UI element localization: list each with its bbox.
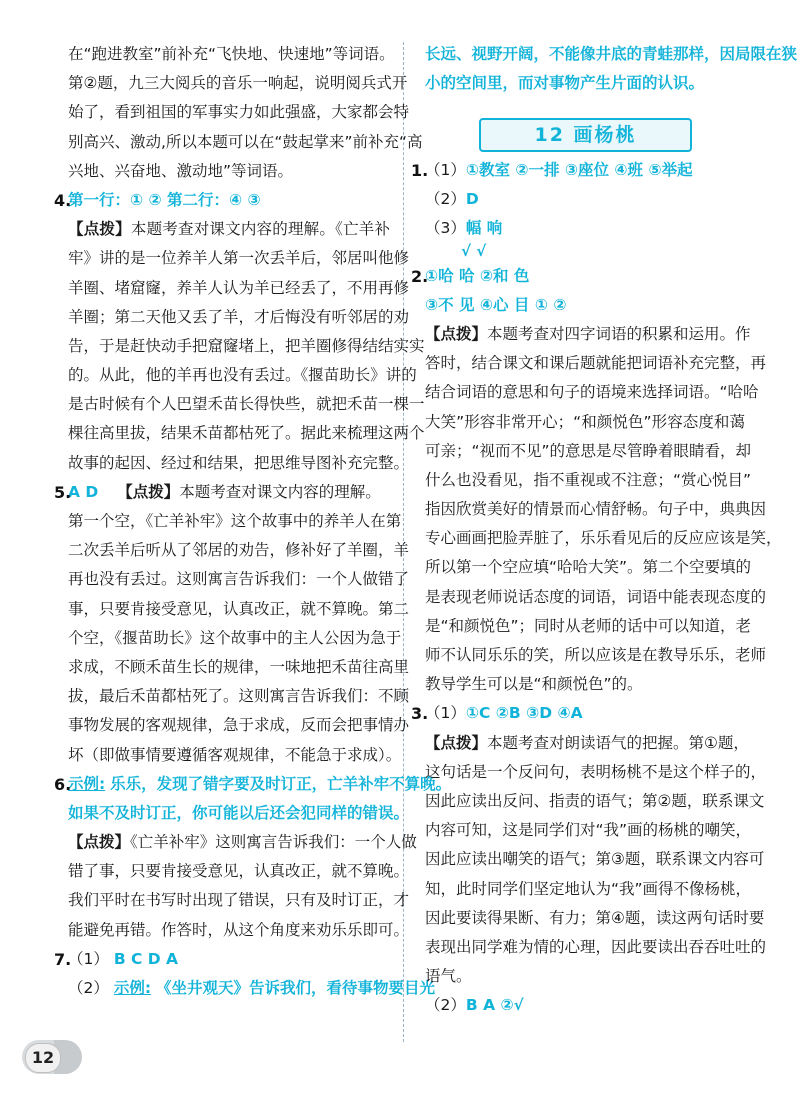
text-line: 个空，《揠苗助长》这个故事中的主人公因为急于	[68, 628, 402, 647]
tip-tag: 【点拨】	[68, 833, 131, 852]
text-line: 专心画画把脸弄脏了，乐乐看见后的反应应该是笑，	[425, 529, 782, 548]
sub-question-label: （2）	[68, 979, 109, 997]
text-line: 二次丢羊后听从了邻居的劝告，修补好了羊圈，羊	[68, 541, 410, 560]
answer-line	[425, 185, 745, 214]
text-line: 第②题，九三大阅兵的音乐一响起，说明阅兵式开	[68, 74, 408, 93]
text-line: 兴地、兴奋地、激动地”等词语。	[68, 161, 294, 180]
text-line: 因此应读出反问、指责的语气；第②题，联系课文	[425, 791, 765, 810]
tip-text: 本题考查对朗读语气的把握。第①题，	[487, 733, 749, 752]
question-6	[54, 770, 452, 799]
page-number: 12	[25, 1043, 61, 1073]
tip-line	[425, 320, 751, 349]
answer-text: B A ②	[465, 996, 514, 1015]
tip-line	[68, 215, 390, 244]
question-number: 1.	[411, 161, 429, 180]
answer-text: B C D A	[113, 949, 179, 968]
question-5	[54, 478, 390, 507]
text-line: 教导学生可以是“和颜悦色”的。	[425, 675, 643, 694]
text-line: 坏（即做事情要遵循客观规律，不能急于求成）。	[68, 745, 402, 764]
tip-tag: 【点拨】	[425, 324, 488, 343]
sub-question-label: （1）	[425, 161, 466, 179]
question-number: 6.	[54, 774, 72, 794]
text-line: 内容可知，这是同学们对“我”画的杨桃的嘲笑，	[425, 821, 752, 840]
tip-text: 本题考查对课文内容的理解。	[179, 482, 381, 501]
text-line: 在“跑进教室”前补充“飞快地、快速地”等词语。	[68, 45, 395, 63]
check-mark-icon: √ √	[461, 241, 487, 260]
text-line: 牢》讲的是一位养羊人第一次丢羊后，邻居叫他修	[68, 249, 410, 268]
answer-line	[68, 974, 435, 1003]
answer-text: ①教室 ②一排 ③座位 ④班 ⑤举起	[465, 161, 693, 179]
tip-line	[425, 729, 749, 758]
text-line: 别高兴、激动,所以本题可以在“鼓起掌来”前补充“高	[68, 132, 423, 151]
answer-text: 小的空间里，而对事物产生片面的认识。	[425, 74, 705, 93]
sub-question-label: （1）	[68, 949, 109, 968]
answer-text: 长远、视野开阔，不能像井底的青蛙那样，因局限在狭	[425, 45, 798, 63]
question-3	[411, 699, 745, 728]
text-line: 错了事，只要肯接受意见，认真改正，就不算晚。	[68, 862, 410, 881]
question-7	[54, 945, 390, 974]
tip-tag: 【点拨】	[117, 482, 180, 501]
text-line: 再也没有丢过。这则寓言告诉我们：一个人做错了	[68, 570, 410, 589]
text-line: 答时，结合课文和课后题就能把词语补充完整，再	[425, 354, 767, 373]
text-line: 告，于是赶快动手把窟窿堵上，把羊圈修得结结实实	[68, 336, 425, 355]
text-line: 棵往高里拔，结果禾苗都枯死了。据此来梳理这两个	[68, 424, 425, 443]
question-number: 7.	[54, 949, 72, 969]
text-line: 大笑”形容非常开心；“和颜悦色”形容态度和蔼	[425, 412, 745, 431]
answer-line	[425, 214, 745, 243]
tip-tag: 【点拨】	[68, 220, 131, 239]
text-line: 什么也没看见，指不重视或不注意；“赏心悦目”	[425, 470, 752, 489]
text-line: 事，只要肯接受意见，认真改正，就不算晚。第二	[68, 599, 410, 618]
text-line: 事物发展的客观规律，急于求成，反而会把事情办	[68, 716, 410, 735]
text-line: 能避免再错。作答时，从这个角度来劝乐乐即可。	[68, 920, 410, 939]
section-title: 12 画杨桃	[479, 118, 692, 152]
text-line: 的。从此，他的羊再也没有丢过。《揠苗助长》讲的	[68, 366, 417, 385]
answer-line	[425, 991, 745, 1020]
text-line: 结合词语的意思和句子的语境来选择词语。“哈哈	[425, 383, 759, 402]
text-line: 羊圈、堵窟窿，养羊人认为羊已经丢了，不用再修	[68, 278, 410, 297]
answer-text: 如果不及时订正，你可能以后还会犯同样的错误。	[68, 803, 410, 822]
question-number: 2.	[411, 266, 429, 286]
sub-question-label: （2）	[425, 996, 466, 1015]
answer-line	[425, 69, 745, 98]
question-number: 5.	[54, 482, 72, 502]
answer-line	[425, 291, 745, 320]
sub-question-label: （3）	[425, 219, 466, 238]
tip-text: 本题考查对四字词语的积累和运用。作	[487, 324, 751, 343]
text-line: 这句话是一个反问句，表明杨桃不是这个样子的，	[425, 762, 767, 781]
text-line: 故事的起因、经过和结果，把思维导图补充完整。	[68, 453, 410, 472]
text-line: 第一个空，《亡羊补牢》这个故事中的养羊人在第	[68, 512, 402, 530]
answer-line	[68, 799, 410, 828]
text-line: 指因欣赏美好的情景而心情舒畅。句子中，典典因	[425, 500, 767, 519]
text-line: 知，此时同学们坚定地认为“我”画得不像杨桃，	[425, 879, 752, 898]
question-number: 4.	[54, 190, 72, 210]
tip-tag: 【点拨】	[425, 733, 488, 752]
tip-text: 《亡羊补牢》这则寓言告诉我们：一个人做	[130, 833, 417, 852]
text-line: 是“和颜悦色”；同时从老师的话中可以知道，老	[425, 616, 752, 635]
answer-text: 乐乐，发现了错字要及时订正，亡羊补牢不算晚。	[110, 774, 452, 793]
answer-text: A D	[68, 482, 99, 501]
answer-line	[425, 40, 798, 69]
answer-text: ①哈 哈 ②和 色	[425, 266, 530, 285]
answer-text: ③不 见 ④心 目 ① ②	[425, 295, 567, 314]
text-line: 可亲；“视而不见”的意思是尽管睁着眼睛看，却	[425, 441, 752, 460]
text-line: 始了，看到祖国的军事实力如此强盛，大家都会特	[68, 103, 410, 122]
question-1	[411, 156, 745, 185]
answer-text: ①C ②B ③D ④A	[465, 704, 583, 723]
text-line: 拔，最后禾苗都枯死了。这则寓言告诉我们：不顾	[68, 687, 410, 706]
answer-text: 《坐井观天》告诉我们，看待事物要目光	[155, 979, 435, 997]
question-4	[54, 186, 390, 215]
text-line: 表现出同学难为情的心理，因此要读出吞吞吐吐的	[425, 937, 767, 956]
text-line: 因此应读出嘲笑的语气；第③题，联系课文内容可	[425, 850, 765, 869]
text-line: 语气。	[425, 967, 472, 986]
tip-line	[68, 828, 417, 857]
sub-question-label: （1）	[425, 704, 466, 723]
tick-row	[425, 241, 745, 262]
answer-text: 第一行：① ② 第二行：④ ③	[68, 190, 261, 209]
check-mark-icon: √	[513, 996, 524, 1015]
text-line: 我们平时在书写时出现了错误，只有及时订正，才	[68, 891, 410, 910]
text-line: 求成，不顾禾苗生长的规律，一味地把禾苗往高里	[68, 657, 410, 676]
sub-question-label: （2）	[425, 190, 466, 209]
right-column-body	[411, 156, 782, 1020]
answer-text: D	[465, 190, 479, 209]
text-line: 羊圈；第二天他又丢了羊，才后悔没有听邻居的劝	[68, 307, 410, 326]
question-2	[411, 262, 745, 291]
tip-text: 本题考查对课文内容的理解。《亡羊补	[130, 220, 390, 239]
text-line: 师不认同乐乐的笑，所以应该是在教导乐乐，老师	[425, 646, 767, 664]
text-line: 因此要读得果断、有力；第④题，读这两句话时要	[425, 908, 765, 927]
question-number: 3.	[411, 704, 429, 724]
example-label: 示例:	[113, 979, 152, 997]
right-column	[425, 40, 798, 98]
text-line: 是表现老师说话态度的词语，词语中能表现态度的	[425, 587, 767, 606]
text-line: 所以第一个空应填“哈哈大笑”。第二个空要填的	[425, 558, 752, 577]
text-line: 是古时候有个人巴望禾苗长得快些，就把禾苗一棵一	[68, 395, 425, 414]
answer-text: 幅 响	[465, 219, 503, 238]
example-label: 示例:	[68, 774, 106, 793]
